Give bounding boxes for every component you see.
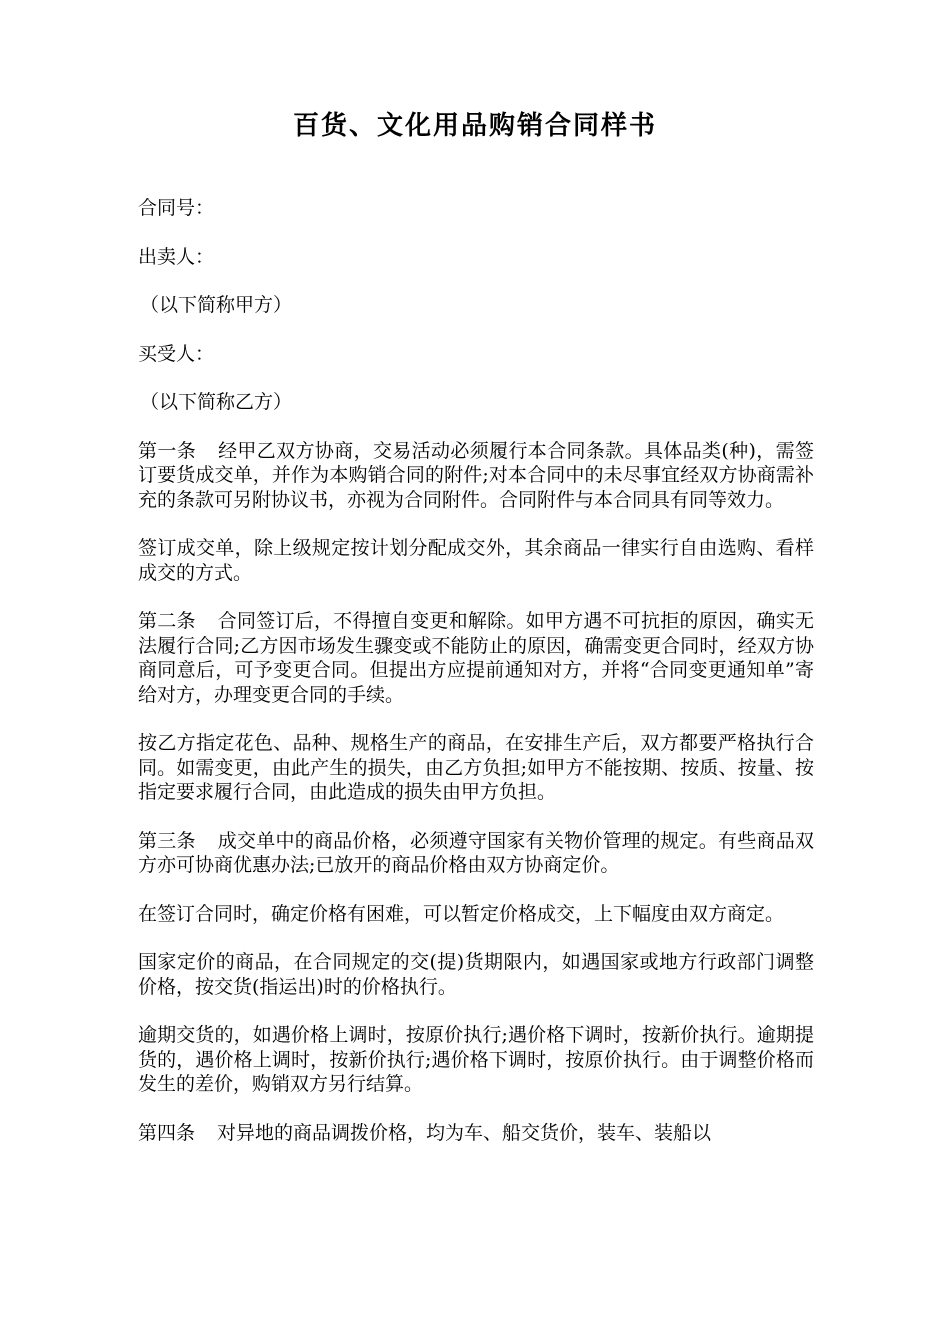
document-body (138, 196, 814, 1169)
article-3-paragraph-4 (138, 1023, 814, 1097)
article-2-paragraph-2 (138, 731, 814, 805)
article-3-paragraph-2 (138, 902, 814, 927)
article-3-paragraph-3 (138, 950, 814, 999)
article-3-text-3: 国家定价的商品，在合同规定的交(提)货期限内，如遇国家或地方行政部门调整价格，按交货(指运出)时的价格执行。 (138, 951, 814, 998)
article-4-paragraph (138, 1121, 814, 1146)
article-2-text-2: 按乙方指定花色、品种、规格生产的商品，在安排生产后，双方都要严格执行合同。如需变更，由此产生的损失，由乙方负担;如甲方不能按期、按质、按量、按指定要求履行合同，由此造成的损失由甲方负担。 (138, 732, 814, 803)
article-3-text: 成交单中的商品价格，必须遵守国家有关物价管理的规定。有些商品双方亦可协商优惠办法;已放开的商品价格由双方协商定价。 (138, 829, 814, 876)
article-1-text-2: 签订成交单，除上级规定按计划分配成交外，其余商品一律实行自由选购、看样成交的方式。 (138, 537, 814, 584)
article-1-paragraph-2 (138, 536, 814, 585)
buyer-alias-field: （以下简称乙方） (140, 391, 293, 413)
document-title: 百货、文化用品购销合同样书 (292, 111, 657, 141)
article-3-paragraph (138, 829, 814, 878)
contract-number-field: 合同号： (138, 197, 215, 219)
seller-alias-field: （以下简称甲方） (140, 294, 293, 316)
article-3-heading: 第三条 (138, 829, 196, 852)
article-2-heading: 第二条 (138, 610, 196, 632)
article-2-paragraph (138, 609, 814, 707)
article-4-heading: 第四条 (138, 1121, 196, 1144)
article-1-text: 经甲乙双方协商，交易活动必须履行本合同条款。具体品类(种)，需签订要货成交单，并作为本购销合同的附件;对本合同中的未尽事宜经双方协商需补充的条款可另附协议书，亦视为合同附件。合同附件与本合同具有同等效力。 (138, 439, 814, 511)
article-3-text-2: 在签订合同时，确定价格有困难，可以暂定价格成交，上下幅度由双方商定。 (138, 902, 785, 925)
article-1-heading: 第一条 (138, 439, 197, 462)
seller-field: 出卖人： (138, 245, 215, 268)
article-3-text-4: 逾期交货的，如遇价格上调时，按原价执行;遇价格下调时，按新价执行。逾期提货的，遇价格上调时，按新价执行;遇价格下调时，按原价执行。由于调整价格而发生的差价，购销双方另行结算。 (138, 1024, 814, 1095)
article-1-paragraph (138, 439, 814, 513)
article-4-text: 对异地的商品调拨价格，均为车、船交货价，装车、装船以 (217, 1121, 712, 1144)
article-2-text: 合同签订后，不得擅自变更和解除。如甲方遇不可抗拒的原因，确实无法履行合同;乙方因市场发生骤变或不能防止的原因，确需变更合同时，经双方协商同意后，可予变更合同。但提出方应提前通知对方，并将“合同变更通知单”寄给对方，办理变更合同的手续。 (138, 610, 814, 706)
buyer-field: 买受人： (138, 342, 215, 365)
